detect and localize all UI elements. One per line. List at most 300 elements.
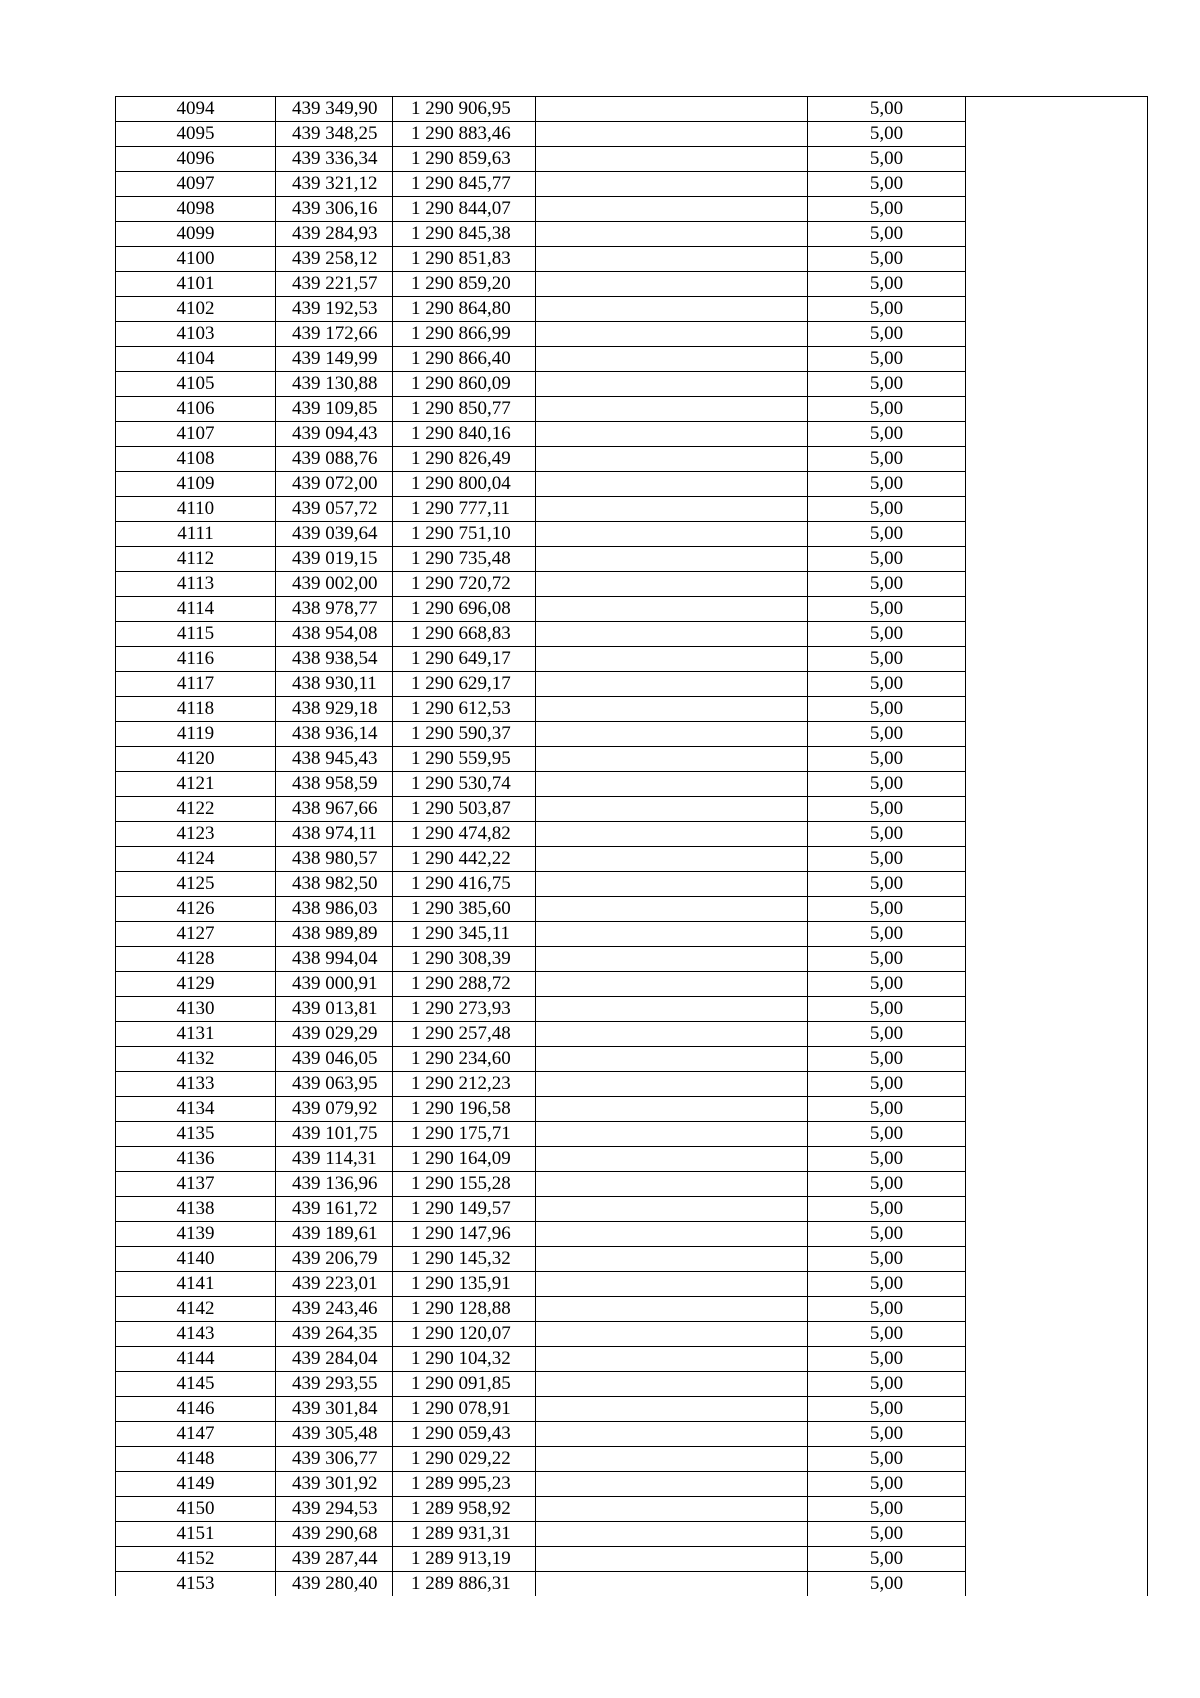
y-coordinate-cell: 1 289 958,92	[393, 1497, 536, 1522]
point-number-cell: 4115	[116, 622, 276, 647]
x-coordinate-cell: 439 002,00	[276, 572, 393, 597]
table-row	[116, 647, 1148, 672]
x-coordinate-cell: 439 057,72	[276, 497, 393, 522]
extra-cell	[966, 322, 1148, 347]
extra-cell	[966, 1422, 1148, 1447]
point-number-cell: 4143	[116, 1322, 276, 1347]
table-row	[116, 397, 1148, 422]
table-row	[116, 322, 1148, 347]
extra-cell	[966, 122, 1148, 147]
blank-cell	[536, 572, 808, 597]
point-number-cell: 4111	[116, 522, 276, 547]
y-coordinate-cell: 1 290 145,32	[393, 1247, 536, 1272]
extra-cell	[966, 747, 1148, 772]
x-coordinate-cell: 439 258,12	[276, 247, 393, 272]
y-coordinate-cell: 1 290 257,48	[393, 1022, 536, 1047]
table-row	[116, 547, 1148, 572]
extra-cell	[966, 897, 1148, 922]
blank-cell	[536, 597, 808, 622]
tolerance-cell: 5,00	[808, 1072, 966, 1097]
blank-cell	[536, 272, 808, 297]
y-coordinate-cell: 1 289 886,31	[393, 1572, 536, 1597]
x-coordinate-cell: 439 287,44	[276, 1547, 393, 1572]
extra-cell	[966, 872, 1148, 897]
point-number-cell: 4112	[116, 547, 276, 572]
tolerance-cell: 5,00	[808, 322, 966, 347]
table-row	[116, 597, 1148, 622]
table-row	[116, 122, 1148, 147]
y-coordinate-cell: 1 290 864,80	[393, 297, 536, 322]
tolerance-cell: 5,00	[808, 1172, 966, 1197]
x-coordinate-cell: 439 301,92	[276, 1472, 393, 1497]
y-coordinate-cell: 1 290 308,39	[393, 947, 536, 972]
point-number-cell: 4110	[116, 497, 276, 522]
y-coordinate-cell: 1 290 883,46	[393, 122, 536, 147]
blank-cell	[536, 847, 808, 872]
y-coordinate-cell: 1 289 995,23	[393, 1472, 536, 1497]
table-row	[116, 1297, 1148, 1322]
x-coordinate-cell: 439 284,93	[276, 222, 393, 247]
tolerance-cell: 5,00	[808, 1022, 966, 1047]
y-coordinate-cell: 1 290 135,91	[393, 1272, 536, 1297]
tolerance-cell: 5,00	[808, 697, 966, 722]
tolerance-cell: 5,00	[808, 1572, 966, 1597]
y-coordinate-cell: 1 290 147,96	[393, 1222, 536, 1247]
table-row	[116, 472, 1148, 497]
table-row	[116, 1247, 1148, 1272]
point-number-cell: 4146	[116, 1397, 276, 1422]
tolerance-cell: 5,00	[808, 1547, 966, 1572]
x-coordinate-cell: 439 172,66	[276, 322, 393, 347]
x-coordinate-cell: 439 206,79	[276, 1247, 393, 1272]
y-coordinate-cell: 1 290 128,88	[393, 1297, 536, 1322]
point-number-cell: 4102	[116, 297, 276, 322]
x-coordinate-cell: 439 079,92	[276, 1097, 393, 1122]
y-coordinate-cell: 1 290 845,77	[393, 172, 536, 197]
blank-cell	[536, 697, 808, 722]
blank-cell	[536, 422, 808, 447]
table-row	[116, 997, 1148, 1022]
extra-cell	[966, 572, 1148, 597]
blank-cell	[536, 1572, 808, 1597]
tolerance-cell: 5,00	[808, 1397, 966, 1422]
tolerance-cell: 5,00	[808, 522, 966, 547]
blank-cell	[536, 672, 808, 697]
tolerance-cell: 5,00	[808, 397, 966, 422]
point-number-cell: 4106	[116, 397, 276, 422]
blank-cell	[536, 1297, 808, 1322]
table-row	[116, 297, 1148, 322]
tolerance-cell: 5,00	[808, 972, 966, 997]
tolerance-cell: 5,00	[808, 647, 966, 672]
blank-cell	[536, 497, 808, 522]
table-row	[116, 772, 1148, 797]
y-coordinate-cell: 1 290 866,40	[393, 347, 536, 372]
point-number-cell: 4139	[116, 1222, 276, 1247]
tolerance-cell: 5,00	[808, 97, 966, 122]
tolerance-cell: 5,00	[808, 747, 966, 772]
table-row	[116, 1397, 1148, 1422]
extra-cell	[966, 597, 1148, 622]
table-row	[116, 847, 1148, 872]
x-coordinate-cell: 439 161,72	[276, 1197, 393, 1222]
y-coordinate-cell: 1 290 859,20	[393, 272, 536, 297]
table-row	[116, 1422, 1148, 1447]
x-coordinate-cell: 439 293,55	[276, 1372, 393, 1397]
extra-cell	[966, 1022, 1148, 1047]
point-number-cell: 4142	[116, 1297, 276, 1322]
y-coordinate-cell: 1 290 777,11	[393, 497, 536, 522]
extra-cell	[966, 222, 1148, 247]
tolerance-cell: 5,00	[808, 1272, 966, 1297]
blank-cell	[536, 947, 808, 972]
x-coordinate-cell: 438 945,43	[276, 747, 393, 772]
tolerance-cell: 5,00	[808, 1472, 966, 1497]
x-coordinate-cell: 439 294,53	[276, 1497, 393, 1522]
extra-cell	[966, 197, 1148, 222]
blank-cell	[536, 972, 808, 997]
extra-cell	[966, 772, 1148, 797]
table-row	[116, 1172, 1148, 1197]
y-coordinate-cell: 1 290 120,07	[393, 1322, 536, 1347]
blank-cell	[536, 897, 808, 922]
extra-cell	[966, 822, 1148, 847]
y-coordinate-cell: 1 290 735,48	[393, 547, 536, 572]
tolerance-cell: 5,00	[808, 247, 966, 272]
point-number-cell: 4133	[116, 1072, 276, 1097]
y-coordinate-cell: 1 290 826,49	[393, 447, 536, 472]
tolerance-cell: 5,00	[808, 222, 966, 247]
x-coordinate-cell: 439 109,85	[276, 397, 393, 422]
point-number-cell: 4153	[116, 1572, 276, 1597]
x-coordinate-cell: 439 019,15	[276, 547, 393, 572]
table-row	[116, 622, 1148, 647]
table-row	[116, 1372, 1148, 1397]
point-number-cell: 4104	[116, 347, 276, 372]
x-coordinate-cell: 439 221,57	[276, 272, 393, 297]
tolerance-cell: 5,00	[808, 347, 966, 372]
tolerance-cell: 5,00	[808, 822, 966, 847]
blank-cell	[536, 1247, 808, 1272]
x-coordinate-cell: 439 029,29	[276, 1022, 393, 1047]
table-row	[116, 197, 1148, 222]
table-row	[116, 1122, 1148, 1147]
x-coordinate-cell: 438 929,18	[276, 697, 393, 722]
x-coordinate-cell: 438 954,08	[276, 622, 393, 647]
x-coordinate-cell: 439 336,34	[276, 147, 393, 172]
tolerance-cell: 5,00	[808, 797, 966, 822]
x-coordinate-cell: 439 280,40	[276, 1572, 393, 1597]
x-coordinate-cell: 438 958,59	[276, 772, 393, 797]
x-coordinate-cell: 438 982,50	[276, 872, 393, 897]
table-row	[116, 272, 1148, 297]
extra-cell	[966, 1322, 1148, 1347]
tolerance-cell: 5,00	[808, 1147, 966, 1172]
x-coordinate-cell: 439 321,12	[276, 172, 393, 197]
extra-cell	[966, 247, 1148, 272]
point-number-cell: 4108	[116, 447, 276, 472]
point-number-cell: 4125	[116, 872, 276, 897]
extra-cell	[966, 547, 1148, 572]
x-coordinate-cell: 439 290,68	[276, 1522, 393, 1547]
tolerance-cell: 5,00	[808, 1447, 966, 1472]
tolerance-cell: 5,00	[808, 572, 966, 597]
point-number-cell: 4128	[116, 947, 276, 972]
extra-cell	[966, 622, 1148, 647]
blank-cell	[536, 247, 808, 272]
extra-cell	[966, 1347, 1148, 1372]
tolerance-cell: 5,00	[808, 1197, 966, 1222]
blank-cell	[536, 822, 808, 847]
tolerance-cell: 5,00	[808, 1097, 966, 1122]
table-row	[116, 1097, 1148, 1122]
extra-cell	[966, 997, 1148, 1022]
point-number-cell: 4124	[116, 847, 276, 872]
x-coordinate-cell: 439 264,35	[276, 1322, 393, 1347]
blank-cell	[536, 547, 808, 572]
tolerance-cell: 5,00	[808, 847, 966, 872]
blank-cell	[536, 147, 808, 172]
x-coordinate-cell: 439 013,81	[276, 997, 393, 1022]
x-coordinate-cell: 439 223,01	[276, 1272, 393, 1297]
point-number-cell: 4117	[116, 672, 276, 697]
point-number-cell: 4129	[116, 972, 276, 997]
tolerance-cell: 5,00	[808, 1222, 966, 1247]
y-coordinate-cell: 1 290 851,83	[393, 247, 536, 272]
extra-cell	[966, 147, 1148, 172]
extra-cell	[966, 797, 1148, 822]
y-coordinate-cell: 1 290 029,22	[393, 1447, 536, 1472]
x-coordinate-cell: 439 039,64	[276, 522, 393, 547]
extra-cell	[966, 1172, 1148, 1197]
extra-cell	[966, 672, 1148, 697]
blank-cell	[536, 1047, 808, 1072]
x-coordinate-cell: 438 974,11	[276, 822, 393, 847]
x-coordinate-cell: 439 189,61	[276, 1222, 393, 1247]
point-number-cell: 4132	[116, 1047, 276, 1072]
x-coordinate-cell: 439 046,05	[276, 1047, 393, 1072]
blank-cell	[536, 1547, 808, 1572]
y-coordinate-cell: 1 290 442,22	[393, 847, 536, 872]
table-row	[116, 1022, 1148, 1047]
x-coordinate-cell: 438 994,04	[276, 947, 393, 972]
blank-cell	[536, 1347, 808, 1372]
table-row	[116, 572, 1148, 597]
y-coordinate-cell: 1 290 091,85	[393, 1372, 536, 1397]
point-number-cell: 4138	[116, 1197, 276, 1222]
tolerance-cell: 5,00	[808, 622, 966, 647]
x-coordinate-cell: 439 306,16	[276, 197, 393, 222]
x-coordinate-cell: 438 986,03	[276, 897, 393, 922]
blank-cell	[536, 622, 808, 647]
blank-cell	[536, 997, 808, 1022]
y-coordinate-cell: 1 290 155,28	[393, 1172, 536, 1197]
x-coordinate-cell: 439 000,91	[276, 972, 393, 997]
y-coordinate-cell: 1 290 866,99	[393, 322, 536, 347]
tolerance-cell: 5,00	[808, 597, 966, 622]
point-number-cell: 4136	[116, 1147, 276, 1172]
tolerance-cell: 5,00	[808, 772, 966, 797]
blank-cell	[536, 1122, 808, 1147]
table-row	[116, 1572, 1148, 1597]
blank-cell	[536, 1422, 808, 1447]
y-coordinate-cell: 1 290 078,91	[393, 1397, 536, 1422]
x-coordinate-cell: 439 192,53	[276, 297, 393, 322]
x-coordinate-cell: 439 348,25	[276, 122, 393, 147]
point-number-cell: 4116	[116, 647, 276, 672]
blank-cell	[536, 172, 808, 197]
blank-cell	[536, 97, 808, 122]
point-number-cell: 4126	[116, 897, 276, 922]
point-number-cell: 4149	[116, 1472, 276, 1497]
extra-cell	[966, 1222, 1148, 1247]
tolerance-cell: 5,00	[808, 1122, 966, 1147]
point-number-cell: 4119	[116, 722, 276, 747]
tolerance-cell: 5,00	[808, 1347, 966, 1372]
table-row	[116, 522, 1148, 547]
x-coordinate-cell: 439 284,04	[276, 1347, 393, 1372]
blank-cell	[536, 1197, 808, 1222]
point-number-cell: 4147	[116, 1422, 276, 1447]
point-number-cell: 4141	[116, 1272, 276, 1297]
x-coordinate-cell: 439 088,76	[276, 447, 393, 472]
blank-cell	[536, 297, 808, 322]
x-coordinate-cell: 439 072,00	[276, 472, 393, 497]
extra-cell	[966, 497, 1148, 522]
point-number-cell: 4144	[116, 1347, 276, 1372]
point-number-cell: 4127	[116, 922, 276, 947]
point-number-cell: 4145	[116, 1372, 276, 1397]
extra-cell	[966, 847, 1148, 872]
point-number-cell: 4130	[116, 997, 276, 1022]
tolerance-cell: 5,00	[808, 722, 966, 747]
blank-cell	[536, 1497, 808, 1522]
point-number-cell: 4151	[116, 1522, 276, 1547]
y-coordinate-cell: 1 290 273,93	[393, 997, 536, 1022]
extra-cell	[966, 172, 1148, 197]
x-coordinate-cell: 438 980,57	[276, 847, 393, 872]
table-row	[116, 1272, 1148, 1297]
x-coordinate-cell: 439 063,95	[276, 1072, 393, 1097]
tolerance-cell: 5,00	[808, 172, 966, 197]
y-coordinate-cell: 1 290 196,58	[393, 1097, 536, 1122]
y-coordinate-cell: 1 290 845,38	[393, 222, 536, 247]
table-row	[116, 947, 1148, 972]
extra-cell	[966, 1272, 1148, 1297]
table-row	[116, 747, 1148, 772]
table-row	[116, 797, 1148, 822]
extra-cell	[966, 1122, 1148, 1147]
x-coordinate-cell: 439 136,96	[276, 1172, 393, 1197]
extra-cell	[966, 1547, 1148, 1572]
tolerance-cell: 5,00	[808, 197, 966, 222]
point-number-cell: 4099	[116, 222, 276, 247]
blank-cell	[536, 122, 808, 147]
blank-cell	[536, 197, 808, 222]
table-row	[116, 1072, 1148, 1097]
extra-cell	[966, 447, 1148, 472]
blank-cell	[536, 1172, 808, 1197]
blank-cell	[536, 1097, 808, 1122]
blank-cell	[536, 1522, 808, 1547]
table-row	[116, 697, 1148, 722]
x-coordinate-cell: 439 305,48	[276, 1422, 393, 1447]
tolerance-cell: 5,00	[808, 1372, 966, 1397]
y-coordinate-cell: 1 290 850,77	[393, 397, 536, 422]
y-coordinate-cell: 1 289 913,19	[393, 1547, 536, 1572]
y-coordinate-cell: 1 290 530,74	[393, 772, 536, 797]
table-row	[116, 172, 1148, 197]
tolerance-cell: 5,00	[808, 297, 966, 322]
tolerance-cell: 5,00	[808, 1322, 966, 1347]
point-number-cell: 4095	[116, 122, 276, 147]
blank-cell	[536, 797, 808, 822]
table-row	[116, 1497, 1148, 1522]
table-row	[116, 722, 1148, 747]
blank-cell	[536, 647, 808, 672]
table-row	[116, 147, 1148, 172]
tolerance-cell: 5,00	[808, 1047, 966, 1072]
tolerance-cell: 5,00	[808, 997, 966, 1022]
extra-cell	[966, 1397, 1148, 1422]
point-number-cell: 4101	[116, 272, 276, 297]
extra-cell	[966, 1097, 1148, 1122]
coordinates-table-body	[116, 97, 1148, 1597]
x-coordinate-cell: 438 938,54	[276, 647, 393, 672]
tolerance-cell: 5,00	[808, 472, 966, 497]
blank-cell	[536, 872, 808, 897]
extra-cell	[966, 1572, 1148, 1597]
extra-cell	[966, 1447, 1148, 1472]
tolerance-cell: 5,00	[808, 422, 966, 447]
point-number-cell: 4131	[116, 1022, 276, 1047]
y-coordinate-cell: 1 290 649,17	[393, 647, 536, 672]
extra-cell	[966, 397, 1148, 422]
blank-cell	[536, 372, 808, 397]
table-row	[116, 1547, 1148, 1572]
point-number-cell: 4118	[116, 697, 276, 722]
tolerance-cell: 5,00	[808, 872, 966, 897]
x-coordinate-cell: 439 301,84	[276, 1397, 393, 1422]
table-row	[116, 372, 1148, 397]
point-number-cell: 4148	[116, 1447, 276, 1472]
y-coordinate-cell: 1 290 416,75	[393, 872, 536, 897]
table-row	[116, 1522, 1148, 1547]
blank-cell	[536, 1472, 808, 1497]
table-row	[116, 222, 1148, 247]
extra-cell	[966, 947, 1148, 972]
table-row	[116, 97, 1148, 122]
extra-cell	[966, 372, 1148, 397]
x-coordinate-cell: 439 349,90	[276, 97, 393, 122]
x-coordinate-cell: 439 306,77	[276, 1447, 393, 1472]
y-coordinate-cell: 1 290 800,04	[393, 472, 536, 497]
y-coordinate-cell: 1 290 859,63	[393, 147, 536, 172]
y-coordinate-cell: 1 290 104,32	[393, 1347, 536, 1372]
tolerance-cell: 5,00	[808, 1247, 966, 1272]
y-coordinate-cell: 1 290 860,09	[393, 372, 536, 397]
blank-cell	[536, 472, 808, 497]
y-coordinate-cell: 1 290 612,53	[393, 697, 536, 722]
y-coordinate-cell: 1 290 590,37	[393, 722, 536, 747]
table-row	[116, 972, 1148, 997]
point-number-cell: 4123	[116, 822, 276, 847]
tolerance-cell: 5,00	[808, 372, 966, 397]
extra-cell	[966, 272, 1148, 297]
point-number-cell: 4109	[116, 472, 276, 497]
table-row	[116, 1222, 1148, 1247]
point-number-cell: 4135	[116, 1122, 276, 1147]
